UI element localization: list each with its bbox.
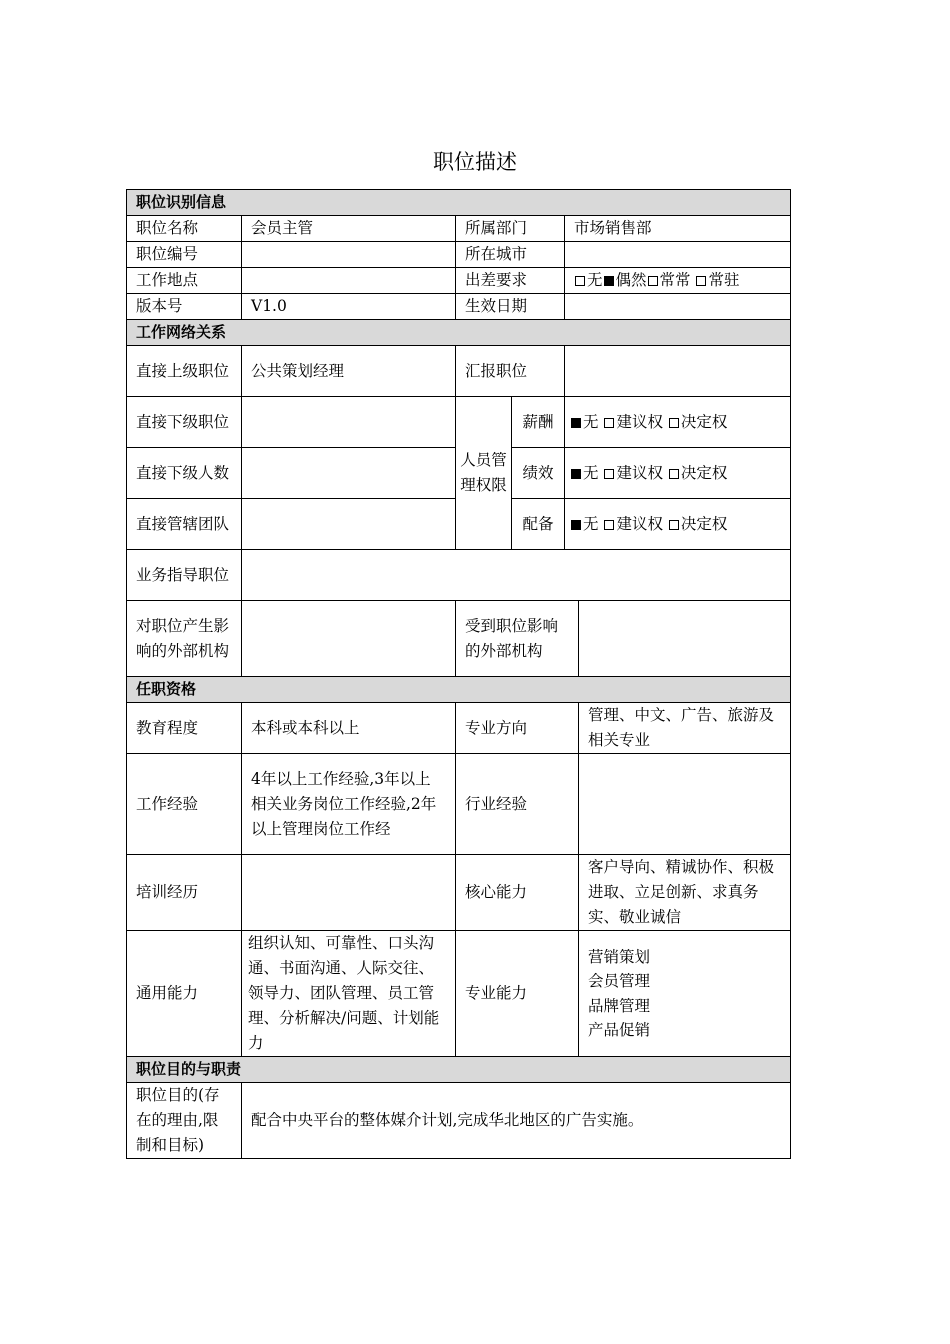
- subordinate-value: [242, 397, 456, 448]
- list-item: 会员管理: [588, 972, 651, 990]
- travel-options: [565, 268, 791, 294]
- checkbox-icon: [669, 469, 679, 479]
- city-value: [565, 242, 791, 268]
- option-none: 无: [583, 514, 599, 533]
- travel-label: 出差要求: [456, 268, 565, 294]
- option-suggest: 建议权: [616, 463, 663, 482]
- report-value: [565, 346, 791, 397]
- sub-count-label: 直接下级人数: [127, 448, 242, 499]
- list-item: 营销策划: [588, 947, 651, 966]
- major-label: 专业方向: [456, 703, 579, 754]
- version-value: V1.0: [242, 294, 456, 320]
- guidance-value: [242, 550, 791, 601]
- travel-option-often: 常常: [659, 271, 691, 289]
- authority-options-salary: [565, 397, 791, 448]
- authority-name-performance: 绩效: [512, 448, 565, 499]
- section-header-qualifications: 任职资格: [127, 677, 791, 703]
- subordinate-label: 直接下级职位: [127, 397, 242, 448]
- ext-affect-value: [242, 601, 456, 677]
- experience-value: 4年以上工作经验,3年以上相关业务岗位工作经验,2年以上管理岗位工作经: [242, 754, 456, 855]
- position-no-value: [242, 242, 456, 268]
- superior-label: 直接上级职位: [127, 346, 242, 397]
- industry-label: 行业经验: [456, 754, 579, 855]
- option-decide: 决定权: [680, 514, 728, 533]
- checkbox-icon: [648, 276, 658, 286]
- location-label: 工作地点: [127, 268, 242, 294]
- education-label: 教育程度: [127, 703, 242, 754]
- ext-affect-label: 对职位产生影响的外部机构: [127, 601, 242, 677]
- experience-label: 工作经验: [127, 754, 242, 855]
- job-description-table: [126, 189, 791, 1159]
- option-suggest: 建议权: [616, 514, 663, 533]
- checkbox-icon: [571, 469, 581, 479]
- document-title: 职位描述: [433, 150, 517, 174]
- purpose-label: 职位目的(存在的理由,限制和目标): [127, 1083, 242, 1159]
- general-value: 组织认知、可靠性、口头沟通、书面沟通、人际交往、领导力、团队管理、员工管理、分析解决/问题、计划能力: [242, 931, 456, 1057]
- superior-value: 公共策划经理: [242, 346, 456, 397]
- section-header-purpose: 职位目的与职责: [127, 1057, 791, 1083]
- authority-label: 人员管理权限: [456, 397, 512, 550]
- training-label: 培训经历: [127, 855, 242, 931]
- checkbox-icon: [604, 469, 614, 479]
- authority-options-performance: [565, 448, 791, 499]
- report-label: 汇报职位: [456, 346, 565, 397]
- checkbox-icon: [604, 520, 614, 530]
- list-item: 品牌管理: [588, 996, 651, 1015]
- ext-affected-label: 受到职位影响的外部机构: [456, 601, 579, 677]
- position-name-label: 职位名称: [127, 216, 242, 242]
- section-header-identification: 职位识别信息: [127, 190, 791, 216]
- professional-label: 专业能力: [456, 931, 579, 1057]
- major-value: 管理、中文、广告、旅游及相关专业: [579, 703, 791, 754]
- checkbox-icon: [604, 418, 614, 428]
- list-item: 产品促销: [588, 1021, 651, 1039]
- option-decide: 决定权: [680, 463, 728, 482]
- checkbox-icon: [669, 418, 679, 428]
- team-value: [242, 499, 456, 550]
- travel-option-occasional: 偶然: [615, 271, 647, 289]
- department-value: 市场销售部: [565, 216, 791, 242]
- professional-list: [579, 931, 791, 1057]
- education-value: 本科或本科以上: [242, 703, 456, 754]
- location-value: [242, 268, 456, 294]
- position-name-value: 会员主管: [242, 216, 456, 242]
- travel-option-resident: 常驻: [708, 271, 740, 289]
- option-none: 无: [583, 463, 599, 482]
- ext-affected-value: [579, 601, 791, 677]
- option-none: 无: [583, 412, 599, 431]
- city-label: 所在城市: [456, 242, 565, 268]
- guidance-label: 业务指导职位: [127, 550, 242, 601]
- travel-option-none: 无: [587, 271, 603, 289]
- section-header-network: 工作网络关系: [127, 320, 791, 346]
- team-label: 直接管辖团队: [127, 499, 242, 550]
- sub-count-value: [242, 448, 456, 499]
- version-label: 版本号: [127, 294, 242, 320]
- option-suggest: 建议权: [616, 412, 663, 431]
- position-no-label: 职位编号: [127, 242, 242, 268]
- core-value: 客户导向、精诚协作、积极进取、立足创新、求真务实、敬业诚信: [579, 855, 791, 931]
- checkbox-icon: [604, 276, 614, 286]
- authority-name-staffing: 配备: [512, 499, 565, 550]
- general-label: 通用能力: [127, 931, 242, 1057]
- checkbox-icon: [571, 520, 581, 530]
- department-label: 所属部门: [456, 216, 565, 242]
- training-value: [242, 855, 456, 931]
- checkbox-icon: [571, 418, 581, 428]
- option-decide: 决定权: [680, 412, 728, 431]
- effective-date-label: 生效日期: [456, 294, 565, 320]
- effective-date-value: [565, 294, 791, 320]
- checkbox-icon: [575, 276, 585, 286]
- checkbox-icon: [696, 276, 706, 286]
- industry-value: [579, 754, 791, 855]
- purpose-value: 配合中央平台的整体媒介计划,完成华北地区的广告实施。: [242, 1083, 791, 1159]
- authority-options-staffing: [565, 499, 791, 550]
- authority-name-salary: 薪酬: [512, 397, 565, 448]
- core-label: 核心能力: [456, 855, 579, 931]
- checkbox-icon: [669, 520, 679, 530]
